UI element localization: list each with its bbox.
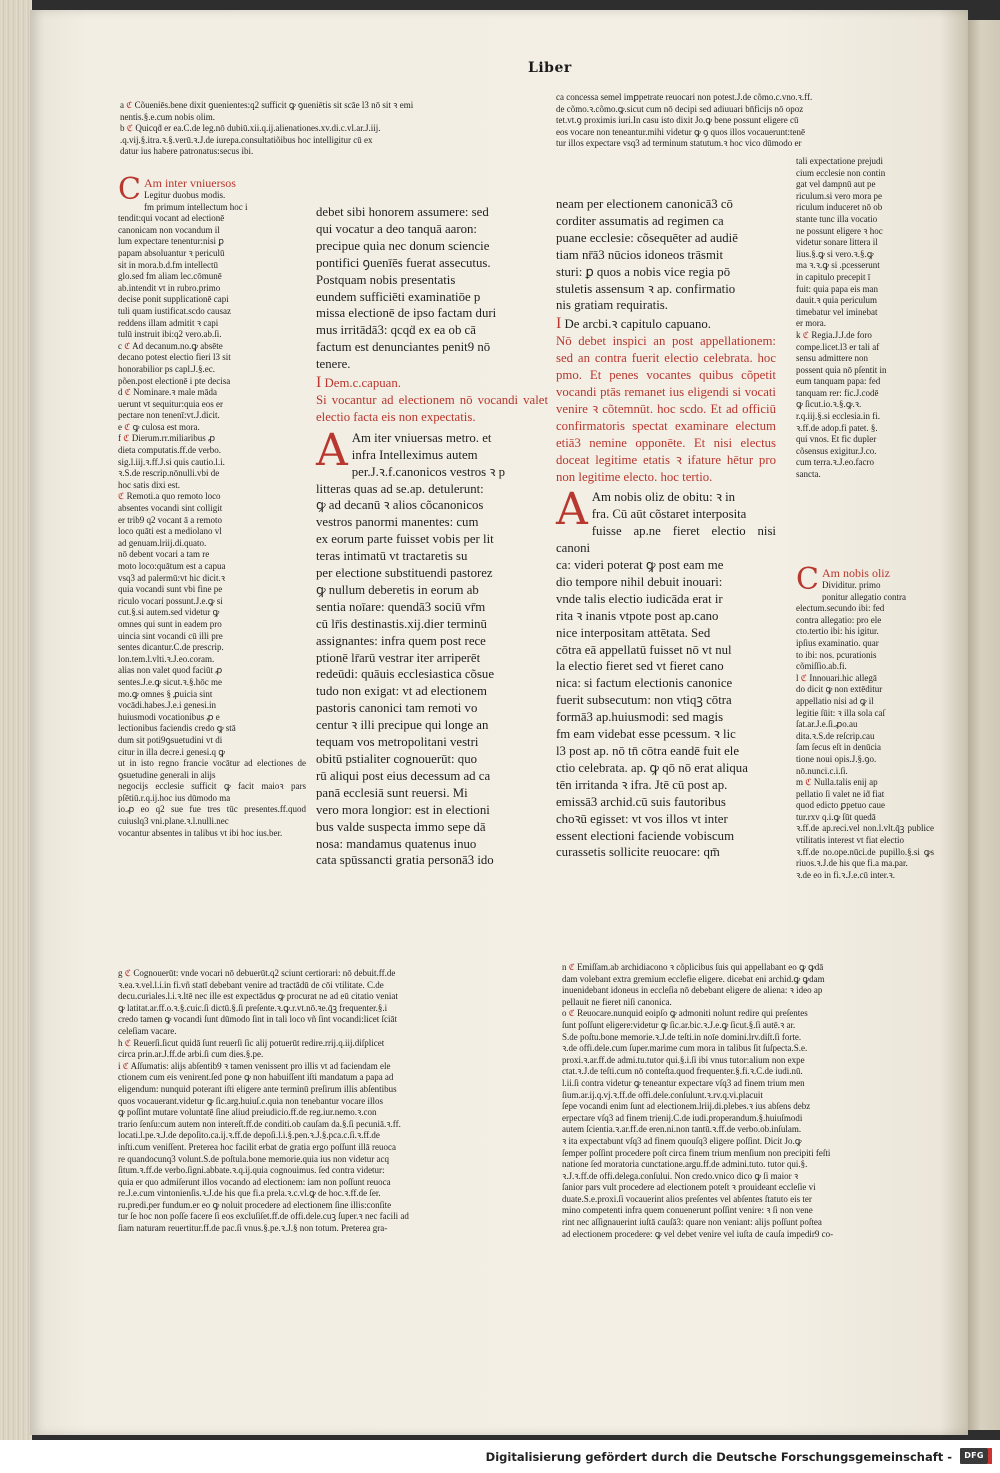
col3-text-b-line: rita ꝛ inanis vtpote post ap.cano <box>556 608 719 623</box>
col1-gloss-line: dum sit poti9ꝯsuetudini vt di <box>118 734 223 745</box>
column-2-rubric-head: I Dem.c.capuan. <box>316 374 401 392</box>
col4-gloss-b-line: appellatio nisi ad ꝙ il <box>796 695 874 706</box>
bottom-gloss-right-line: ꝛ.J.ꝛ.ff.de offi.delega.conſului. Non credo.vnico dico ꝙ ſi maior ꝛ <box>562 1170 799 1181</box>
col2-text-b-line: ptionē lr̄arū vestrar iter arriperēt <box>316 650 481 665</box>
col2-text-b-line: sentia noīare: quendā3 sociū vr̄m <box>316 599 486 614</box>
col1-gloss-line: er trib9 q2 vocant ā a remoto <box>118 514 222 525</box>
col4-gloss-line: tali expectatione prejudi <box>796 156 883 166</box>
top-gloss-right-line: tur illos expectare vsq3 ad terminum statutum.ꝛ hoc vico dūmodo er <box>556 138 802 149</box>
bottom-gloss-left-line: trario ſenſu:cum autem non intereſt.ff.de conditi.ob cauſam da.§.ſi pecuniā.ꝛ.ff. <box>118 1118 401 1129</box>
col3-text-b-line: fuerit subsecutum: non vtiqꝫ cōtra <box>556 693 732 708</box>
col1-gloss-line: hoc satis dixi est. <box>118 479 180 490</box>
col4-gloss-b-line: ꝛ.de eo in fi.ꝛ.J.e.cū inter.ꝛ. <box>796 869 896 880</box>
col1-gloss-line: tendit:qui vocant ad electionē <box>118 213 225 224</box>
col4-gloss-line: videtur sonare littera il <box>796 237 878 248</box>
bottom-gloss-left-line: ru.predi.per fundum.er eo ꝙ noluit procedere ad electionem ſine illis:conſite <box>118 1199 392 1210</box>
col1-gloss-line: decano potest electio fieri l3 sit <box>118 352 231 363</box>
col4-gloss-line: er mora. <box>796 318 826 329</box>
col4-gloss-b-line: ſat.ar.J.e.ſi.ꝓo.au <box>796 719 858 730</box>
bottom-gloss-right-line: ſanior pars vult procedere ad electionem poteſt ꝛ prouideant eccleſie vi <box>562 1182 816 1193</box>
col3-text-a-line: puane ecclesie: cõsequēter ad audiē <box>556 230 738 245</box>
col1-gloss-line: omnes qui sunt in eadem pro <box>118 618 222 629</box>
col1-gloss-line: põen.post electionē i pte decisa <box>118 375 231 386</box>
col2-text-b-line: litteras quas ad se.ap. detulerunt: <box>316 481 484 496</box>
bottom-gloss-left-line: ꝙ latitat.ar.ff.o.ꝛ.§.cuic.ſi dictū.§.ſi preſente.ꝛ.ꝙ.r.vt.nō.ꝛe.q̄ꝫ frequenter.§.i <box>118 1002 388 1013</box>
footer-bar <box>0 1440 1000 1473</box>
dfg-logo: DFG <box>960 1448 988 1464</box>
col1-gloss-line: uincia sint vocandi cū illi pre <box>118 630 223 641</box>
top-gloss-right-line: eos vocare non teneantur.mihi videtur ꝙ ꝯ quos illos vocauerunt:tenē <box>556 126 805 137</box>
bottom-gloss-right-line: natione ſed moratoria cunctatione.argu.ff.de admini.tuto. tutor qui.§. <box>562 1159 808 1170</box>
col4-gloss-b-line: tur.rxv q.i.ꝙ ſūt quedā <box>796 811 876 822</box>
col3-text-b-line: fm eam videbat esse pcessum. ꝛ lic <box>556 727 736 742</box>
col2-text-b-line: cata spūssancti gratia personā3 ido <box>316 853 494 868</box>
top-gloss-left-line: a ℭ Cõueniēs.bene dixit ꝯuenientes:q2 sufficit ꝙ ꝯueniētis sit scāe l3 nō sit ꝛ emi <box>120 100 414 110</box>
bottom-gloss-left-line: ꝛ.ea.ꝛ.vel.l.i.in fi.vñ statī debebant venire ad tractādū de cōi vtilitate. C.de <box>118 979 384 990</box>
column-4-gloss-lines <box>796 156 934 481</box>
bottom-gloss-left-line: ctionem cum eis venirent.ſed pone ꝙ non habuiſſent iſti mandatum a papa ad <box>118 1072 394 1083</box>
col1-gloss-line: cut.§.si autem.sed videtur ꝙ <box>118 607 220 618</box>
col4-gloss-b-line: to ibi: nos. pcurationis <box>796 649 877 660</box>
col2-text-b-line: Am iter vniuersas metro. et <box>351 430 492 445</box>
col1-gloss-line: vocādi.habes.J.e.i genesi.in <box>118 700 216 711</box>
col4-gloss-line: lius.§.ꝙ si vero.ꝛ.§.ꝙ <box>796 248 874 259</box>
column-4-gloss-b-lines <box>796 580 934 881</box>
top-gloss-left-line: nentis.§.e.cum nobis olim. <box>120 111 215 122</box>
col4-gloss-line: sancta. <box>796 469 821 480</box>
col2-text-b-line: per.J.ꝛ.f.canonicos vestros ꝛ p <box>351 464 506 479</box>
col1-gloss-line: honorabilior ps capl.J.§.ec. <box>118 363 215 374</box>
col2-text-b-line: ꝙ nullum deberetis in eorum ab <box>316 582 479 597</box>
col1-gloss-line: sit in mora.b.d.fm intellectū <box>118 259 218 270</box>
column-3-text-a <box>556 196 776 314</box>
column-2-text-b <box>316 430 548 870</box>
col2-text-a-line: Postquam nobis presentatis <box>316 272 456 287</box>
col3-text-a-line: tiam nr̄ā3 nūcios idoneos trāsmit <box>556 247 724 262</box>
col1-gloss-line: lectionibus faciendis credo ꝙ stā <box>118 723 236 734</box>
col2-text-b-line: assignantes: infra quem post rece <box>316 633 486 648</box>
bottom-gloss-left-line: credo tamen ꝙ vocandi ſunt dūmodo ſint in tali loco vñ ſint vocandi:licet ſciāt <box>118 1014 397 1025</box>
col4-gloss-b-line: ſam ſecus eſt in denūcia <box>796 742 881 753</box>
col1-gloss-line: fm primum intellectum hoc i <box>143 201 248 212</box>
col2-text-a-line: debet sibi honorem assumere: sed <box>316 205 489 219</box>
col4-gloss-line: ꝛ.ff.de adop.fi patet. §. <box>796 422 878 433</box>
col3-text-b-line: dio tempore nihil debuit inouari: <box>556 574 723 589</box>
col1-gloss-line: e ℭ ꝙ culosa est mora. <box>118 421 200 432</box>
bottom-gloss-left-line: re quandocunq3 volunt.S.de poſtula.bone memorie.quia ius non videtur acq <box>118 1153 389 1164</box>
bottom-gloss-left-line: h ℭ Reuerſi.ſicut quidā ſunt reuerſi ſic alij potuerūt redire.rrij.q.iij.diſplicet <box>118 1037 385 1048</box>
top-gloss-right-line: ca concessa semel imꝑpetrate reuocari non potest.J.de cõmo.c.vno.ꝛ.ff. <box>556 92 813 102</box>
col2-text-b-line: pastoris canonici tam remoti vo <box>316 701 478 716</box>
col1-gloss-line: citur in illa decre.i genesi.q ꝙ <box>118 746 225 757</box>
column-1-gloss-lines <box>118 190 306 839</box>
bottom-gloss-left-line: eligendum: nunquid poterant iſti eligere ante terminū preſirum illis abſentibus <box>118 1083 397 1094</box>
bottom-gloss-right-line: inuenidebant idoneus in eccleſia nō debebant eligere de aliena: ꝛ ideo ap <box>562 985 823 996</box>
col4-gloss-line: cium ecclesie non contin <box>796 167 886 178</box>
col2-text-b-line: centur ꝛ illi precipue qui longe an <box>316 718 489 733</box>
col4-gloss-b-line: electum.secundo ibi: fed <box>796 603 885 614</box>
col4-gloss-line: eum tanquam papa: fed <box>796 376 881 387</box>
bottom-gloss-left-line: ſiam naturam reuertitur.ff.de pac.ſi vnus.§.pe.ꝛ.J.§ non totum. Preterea gra- <box>118 1223 388 1234</box>
running-title: Liber <box>528 60 572 76</box>
col1-gloss-line: moto loco:quātum est a capua <box>118 561 226 571</box>
col4-gloss-line: dauit.ꝛ quia periculum <box>796 295 877 306</box>
col1-gloss-line: uerunt vt sequitur:quia eos er <box>118 398 223 409</box>
col1-gloss-line: papam absoluantur ꝛ periculū <box>118 247 225 258</box>
col1-gloss-line: vocantur absentes in talibus vt ibi hoc ius.ber. <box>118 827 283 838</box>
col3-text-b-line: l3 post ap. nō tn̄ cōtra eandē fuit ele <box>556 744 740 758</box>
bottom-gloss-right-line: ſunt poſſunt eligere:videtur ꝙ ſic.ar.bic.ꝛ.J.e.ꝙ ſicut.§.ſi autē.ꝛ ar. <box>562 1019 796 1030</box>
col4-gloss-b-line: tione noui opis.J.§.ꝯo. <box>796 753 877 764</box>
col4-gloss-line: sensu admittere non <box>796 353 868 364</box>
col2-text-b-line: rū aliqui post eius decessum ad ca <box>316 768 491 783</box>
col2-text-a-line: tenere. <box>316 357 351 372</box>
col1-gloss-line: tulū instruit ibi:q2 vero.ab.ſi. <box>118 329 222 340</box>
bottom-gloss-left-line: locati.l.pe.ꝛ.J.de depoſito.ca.ij.ꝛ.ff.de depoſi.l.i.§.pen.ꝛ.J.§.pca.c.ſi.ꝛ.ff.de <box>118 1130 380 1141</box>
col4-gloss-b-line: dita.ꝛ.S.de reſcrip.cau <box>796 730 875 741</box>
col2-text-b-line: infra Intelleximus autem <box>351 447 478 462</box>
column-4-gloss <box>796 156 934 566</box>
col3-text-b-line: tēn irritanda ꝛ ifra. Jtē cū post ap. <box>556 777 728 792</box>
col2-text-b-line: teras intimatū vt tractaretis su <box>316 549 468 564</box>
bottom-gloss-left-line: decu.curiales.l.i.ꝛ.ltē nec ille est expectādus ꝙ procurat ne ad eū citatio veniat <box>118 991 398 1002</box>
col3-text-b-line: ctio celebrata. ap. ꝙ qō nō erat aliqua <box>556 760 748 775</box>
col4-gloss-line: riculum induceret nō ob <box>796 202 883 213</box>
col1-gloss-line: nō debent vocari a tam re <box>118 549 210 560</box>
bottom-gloss-right-line: ſepe vocandi enim ſunt ad electionem.lriij.di.plebes.ꝛ ius abſens debz <box>562 1101 811 1112</box>
col1-gloss-line: f ℭ Dierum.rr.miliaribus ꝓ <box>118 433 216 444</box>
col4-gloss-line: ne possunt eligere ꝛ hoc <box>796 225 883 236</box>
col3-text-b-line: la electio fieret sed vt fieret cano <box>556 659 724 674</box>
col1-gloss-line: lon.tem.l.vlti.ꝛ.J.eo.coram. <box>118 653 215 664</box>
column-3-text-b <box>556 489 776 861</box>
bottom-gloss-left <box>118 968 554 1328</box>
bottom-gloss-left-line: celeſiam vacare. <box>118 1025 177 1036</box>
col2-text-a-line: qui vocatur a deo tanquā aaron: <box>316 221 477 236</box>
col4-gloss-b-line: ꝛ.ff.de no.ope.nūci.de pupillo.§.si ꝙs riuos.ꝛ.J.de his que fi.a ma.par. <box>796 846 934 869</box>
col4-gloss-b-line: legitie ſūit: ꝛ illa sola caſ <box>796 707 885 718</box>
column-3-text: neam per electionem canonicā3 cō corditer assumatis ad regimen ca puane ecclesie: cõsequēter ad audiē tiam nr̄ā3 nūcios idoneos trāsmit sturi: ꝑ quos a nobis vice regia pō stuletis assensum ꝛ ap. confirmatio nis gratiam requiratis. I De arcbi.ꝛ capitulo capuano. Nō debet inspici an post appellationem: sed an contra fuerit electio celebrata. hoc pmo. Et penes vocantes quibus cõpetit vocandi ptās remanet ius eligendi si vocati venire ꝛ cõtemnūt. hoc scdo. Et ad officiū confirmatoris spectat examinare electum etiā3 nemine opponēte. Et nisi electus doceat legitime etatis ꝛ ifature hētur pro non legitime electo. hoc tertio. A Am nobis oliz de obitu: ꝛ in fra. Cū aūt cõstaret interposita fuisse ap.ne fieret electio nisi canoni ca: videri poterat ꝙ post eam me dio tempore nihil debuit inouari: vnde talis electio iudicāda erat ir rita ꝛ inanis vtpote post ap.cano nice interpositam attētata. Sed cōtra eā appellatū fuisset nō vt nul la electio fieret sed vt fieret cano nica: si factum electionis canonice fuerit subsecutum: non vtiqꝫ cōtra formā3 ap.huiusmodi: sed magis fm eam videbat esse pcessum. ꝛ lic l3 post ap. nō tn̄ cōtra eandē fuit ele ctio celebrata. ap. ꝙ qō nō erat aliqua tēn irritanda ꝛ ifra. Jtē cū post ap. emissā3 archid.cū suis fautoribus choꝛū egisset: vt vos illos vt inter essent electioni faciende vobiscum curassetis sollicite reuocare: qm̄ <box>556 197 776 860</box>
col2-text-a-line: missa electionē de ipso factam duri <box>316 306 497 321</box>
col3-text-b-line: nice interpositam attētata. Sed <box>556 625 711 640</box>
column-2-rubric: Si vocantur ad electionem nō vocandi valet electio facta eis non expectatis. <box>316 392 548 424</box>
col4-gloss-b-line: ponitur allegatio contra <box>821 591 906 602</box>
col4-gloss-line: cum terra.ꝛ.J.eo.facro <box>796 457 874 468</box>
col2-text-b-line: nosa: mandamus quatenus inuo <box>316 836 477 851</box>
col4-gloss-b-line: ꝛ.ff.de ap.reci.vel non.l.vlt.q̄ꝫ publice vtilitatis interest vt fiat electio <box>796 823 934 846</box>
column-2-text: debet sibi honorem assumere: sed qui vocatur a deo tanquā aaron: precipue quia nec donum sciencie pontifici ꝯuenīēs fuerat assecutus. Postquam nobis presentatis eundem sufficiēti examinatiōe p missa electionē de ipso factam duri mus irritādā3: qcqḋ ex ea ob cā factum est denunciantes penit9 nō tenere. I Dem.c.capuan. Si vocantur ad electionem nō vocandi valet electio facta eis non expectatis. A Am iter vniuersas metro. et infra Intelleximus autem per.J.ꝛ.f.canonicos vestros ꝛ p litteras quas ad se.ap. detulerunt: ꝙ ad decanū ꝛ alios cõcanonicos vestros panormi manentes: cum ex eorum parte fuisset vobis per lit teras intimatū vt tractaretis su per electione substituendi pastorez ꝙ nullum deberetis in eorum ab sentia noīare: quendā3 sociū vr̄m cū lr̄is destinastis.xij.dier terminū assignantes: infra quem post rece ptionē lr̄arū vestrar iter arriperēt redeūdi: quāuis ecclesiastica cõsue tudo non exigat: vt ad electionem pastoris canonici tam remoti vo centur ꝛ illi precipue qui longe an tequam vos metropolitani vestri obitū pstialiter cognouerūt: quo rū aliqui post eius decessum ad ca panā ecclesiā sunt reuersi. Mi vero mora longior: est in electioni bus valde suspecta immo sepe dā nosa: mandamus quatenus inuo cata spūssancti gratia personā3 ido <box>316 205 548 868</box>
col4-gloss-b-line: quod edicto ꝑpetuo caue <box>796 800 885 811</box>
col4-gloss-line: stante tunc illa vocatio <box>796 213 878 224</box>
col2-text-a-line: precipue quia nec donum sciencie <box>316 238 490 253</box>
column-4-gloss-b <box>796 562 934 946</box>
col3-text-b-line: choꝛū egisset: vt vos illos vt inter <box>556 811 728 826</box>
col3-text-b-line: formā3 ap.huiusmodi: sed magis <box>556 710 724 725</box>
bottom-gloss-right-line: duate.S.e.proxi.ſi vocauerint alios preſentes vel abſentes ſtatuto eis ter <box>562 1193 812 1204</box>
col4-gloss-line: qui vnos. Et fic dupler <box>796 434 877 445</box>
bottom-gloss-right-line: dam volebant extra gremium ecclefie eligere. dicebat eni archid.ꝙ ꝙdam <box>562 973 825 984</box>
top-gloss-left-line: .q.vij.§.itra.ꝛ.§.verū.ꝛ.J.de iurepa.consultatiõibus hoc intelligitur cū ex <box>120 134 373 145</box>
col2-text-a-line: eundem sufficiēti examinatiōe p <box>316 289 481 304</box>
col2-text-a-line: factum est denunciantes penit9 nō <box>316 340 491 355</box>
col2-text-b-line: cū lr̄is destinastis.xij.dier terminū <box>316 616 487 631</box>
col2-text-b-line: vero mora longior: est in electioni <box>316 802 490 817</box>
col4-gloss-b-line: nō.nunci.c.i.ſi. <box>796 765 848 776</box>
bottom-gloss-right-line: ctat.ꝛ.J.de teſti.cum nō conteſta.quod frequenter.§.fi.ꝛ.C.de iudi.nū. <box>562 1066 803 1077</box>
bottom-gloss-right-line: erpectare vſq3 ad finem trienij.C.de iudi.properandum.§.huiuſmodi <box>562 1112 803 1123</box>
bottom-gloss-left-line: quos vocauerant.videtur ꝙ ſic.arg.huiuſ.c.quia non tenebantur vocare illos <box>118 1095 384 1106</box>
col3-text-b-line: vnde talis electio iudicāda erat ir <box>556 591 723 606</box>
col1-gloss-line: huiusmodi vocationibus ꝓ e <box>118 711 220 722</box>
bottom-gloss-left-line: quia er quo admiſerunt illos vocando ad electionem: iam non poſſunt reuoca <box>118 1176 391 1187</box>
col1-gloss-line: sentes dicantur.C.de prescrip. <box>118 642 224 653</box>
bottom-gloss-left-line: i ℭ Aſſumatis: alijs abſentib9 ꝛ tamen venissent pro illis vt ad faciendam ele <box>118 1060 391 1071</box>
col1-gloss-line: ad genuam.lriij.di.quato. <box>118 537 207 548</box>
bottom-gloss-right-line: S.de poſtu.bone memorie.ꝛ.J.de teſti.in noīe domini.lrv.diſt.ſi forte. <box>562 1031 802 1042</box>
col1-gloss-line: canonicam non vocandum il <box>118 224 220 235</box>
top-gloss-right-line: tet.vt.ꝯ proximis iuri.In casu isto dixit Jo.ꝙ bene possunt eligere cū <box>556 115 799 126</box>
bottom-gloss-right-line: mino competenti infra quem conuenerunt poſſint venire: ꝛ ſi non vene <box>562 1205 813 1216</box>
column-3-rubric: Nō debet inspici an post appellationem: sed an contra fuerit electio celebrata. hoc pmo. Et penes vocantes quibus cõpetit vocandi ptās remanet ius eligendi si vocati venire ꝛ cõtemnūt. hoc scdo. Et ad officiū confirmatoris spectat examinare electum etiā3 nemine opponēte. Et nisi electus doceat legitime etatis ꝛ ifature hētur pro non legitime electo. hoc tertio. <box>556 334 776 484</box>
column-3-rubric-head: I De arcbi.ꝛ capitulo capuano. <box>556 315 711 333</box>
col3-text-b-line: ca: videri poterat ꝙ post eam me <box>556 558 724 573</box>
col4-gloss-b-line: cõmiſſio.ab.fi. <box>796 661 847 672</box>
col4-gloss-line: in capitulo precepit ī <box>796 271 871 282</box>
col1-gloss-line: Legitur duobus modis. <box>143 190 226 200</box>
col3-text-a-line: nis gratiam requiratis. <box>556 298 668 313</box>
col3-text-b-line: curassetis sollicite reuocare: qm̄ <box>556 845 720 860</box>
col1-gloss-line: negocijs ecclesie sufficit ꝙ facit maioꝛ pars pſētiū.r.q.ij.hoc ius dūmodo ma <box>118 781 306 803</box>
funding-credit: Digitalisierung gefördert durch die Deutsche Forschungsgemeinschaft - <box>485 1450 952 1464</box>
bottom-gloss-right-line: pellauit ne fieret niſi canonica. <box>562 996 672 1007</box>
col3-text-b-line: emissā3 archid.cū suis fautoribus <box>556 794 726 809</box>
col2-text-b-line: per electione substituendi pastorez <box>316 566 493 581</box>
bottom-gloss-right-line: rint nec aſſignauerint iuſtā cauſā3: quare non veniant: alijs poſſunt poſtea <box>562 1217 822 1228</box>
bottom-gloss-right-line: ſium.ar.ij.q.vj.ꝛ.ff.de offi.dele.conſulunt.ꝛ.rv.q.vi.placuit <box>562 1089 763 1100</box>
col3-text-b-line: Am nobis oliz de obitu: ꝛ in <box>591 490 736 505</box>
bottom-gloss-right-line: ad electionem procedere: ꝙ vel debet venire vel iuſta de cauſa impedir9 co- <box>562 1228 834 1239</box>
col2-text-b-line: vestros panormi manentes: cum <box>316 515 479 530</box>
column-1-gloss-head: C Am inter vniuersos <box>118 172 236 207</box>
col4-gloss-line: fuit: quia papa eis man <box>796 283 878 294</box>
col1-gloss-line: absentes vocandi sint colligit <box>118 503 223 514</box>
col3-text-a-line: sturi: ꝑ quos a nobis vice regia pō <box>556 264 731 279</box>
col1-gloss-line: d ℭ Nominare.ꝛ male māda <box>118 387 218 398</box>
col2-text-a-line: pontifici ꝯuenīēs fuerat assecutus. <box>316 255 491 270</box>
col3-text-b-line: fuisse ap.ne fieret electio nisi canoni <box>556 524 776 556</box>
bottom-gloss-right-line: autem ſcientia.ꝛ.ar.ff.de eren.ni.non tantū.ꝛ.ff.de verbo.ob.inſulam. <box>562 1124 802 1135</box>
col2-text-b-line: redeūdi: quāuis ecclesiastica cõsue <box>316 667 495 682</box>
col4-gloss-line: compe.licet.l3 er tali af <box>796 341 880 352</box>
col4-gloss-line: timebatur vel iminebat <box>796 306 878 317</box>
col2-text-b-line: panā ecclesiā sunt reuersi. Mi <box>316 785 468 800</box>
bottom-gloss-left-line: re.J.e.cum vintonienſis.ꝛ.J.de his que fi.a prela.ꝛ.c.vl.ꝙ de hoc.ꝛ.ff.de ſer. <box>118 1188 381 1199</box>
col2-text-b-line: bus valde suspecta immo sepe dā <box>316 819 486 834</box>
col1-gloss-line: mo.ꝙ omnes § ꝓuicia sint <box>118 688 213 699</box>
col4-gloss-b-line: do dicit ꝙ non extēditur <box>796 684 883 695</box>
column-1-gloss-wide <box>118 910 558 970</box>
col1-gloss-line: ab.intendit vt in rubro.primo <box>118 282 221 293</box>
col2-text-b-line: ex eorum parte fuisset vobis per lit <box>316 532 494 547</box>
col4-gloss-line: ma ꝛ.ꝛ.ꝙ si .pcesserunt <box>796 260 880 271</box>
col1-gloss-line: riculo vocari possunt.J.e.ꝙ si <box>118 595 223 606</box>
col1-gloss-line: dieta computatis.ff.de verbo. <box>118 445 222 456</box>
col4-gloss-line: cõsensus exigitur.J.co. <box>796 445 877 456</box>
col2-text-b-line: tudo non exigat: vt ad electionem <box>316 684 487 699</box>
bottom-gloss-left-line: tur ſe hoc non poſſe facere ſi eos excluſiſet.ff.de offi.dele.cuꝫ ſuper.ꝛ nec facili ad <box>118 1211 409 1222</box>
col4-gloss-b-line: l ℭ Innouari.hic allegā <box>796 672 877 683</box>
col4-gloss-line: gat vel dampnū aut pe <box>796 179 876 190</box>
top-gloss-left <box>120 100 540 164</box>
col4-gloss-line: tanquam rer: fic.J.codē <box>796 387 879 398</box>
page-stack-edge <box>0 0 32 1440</box>
col2-text-b-line: tequam vos metropolitani vestri <box>316 735 479 750</box>
bottom-gloss-right-line: o ℭ Reuocare.nunquid eoipſo ꝙ admoniti nolunt redire qui preſentes <box>562 1008 808 1019</box>
bottom-gloss-left-line: ꝙ poſſint mutare voluntatē ſine aliud preiudicio.ff.de reg.iur.nemo.ꝛ.con <box>118 1107 377 1118</box>
col2-text-b-line: obitū pstialiter cognouerūt: quo <box>316 752 477 766</box>
bottom-gloss-right-line: ꝛ ita expectabunt vſq3 ad finem quouſq3 eligere poſſint. Dicit Jo.ꝙ <box>562 1135 802 1146</box>
col4-gloss-b-line: Dividitur. primo <box>821 580 881 590</box>
col1-gloss-line: c ℭ Ad decanum.no.ꝙ absēte <box>118 340 223 351</box>
bottom-gloss-right-line: n ℭ Emiſſam.ab archidiacono ꝛ cõplicibus ſuis qui appellabant eo ꝙ ꝙdā <box>562 962 824 972</box>
col2-text-a-line: mus irritādā3: qcqḋ ex ea ob cā <box>316 323 476 338</box>
bottom-gloss-left-line: ſitum.ꝛ.ff.de verbo.ſigni.abbate.ꝛ.q.ij.quia cognouimus. ſed contra videtur: <box>118 1165 385 1176</box>
col1-gloss-line: sentes.J.e.ꝙ sicut.ꝛ.§.hōc me <box>118 676 223 687</box>
bottom-gloss-right <box>562 962 934 1292</box>
bottom-gloss-right-line: ſemper poſſint procedere poſt circa finem trium menſium non precipiti feſti <box>562 1147 831 1158</box>
col3-text-b-line: nica: si factum electionis canonice <box>556 676 733 691</box>
col3-text-b-line: cōtra eā appellatū fuisset nō vt nul <box>556 642 732 657</box>
col1-gloss-line: ℭ Remoti.a quo remoto loco <box>118 491 221 502</box>
col4-gloss-b-line: m ℭ Nulla.talis enij ap <box>796 777 878 788</box>
col3-text-b-line: fra. Cū aūt cõstaret interposita <box>591 507 747 522</box>
bottom-gloss-right-line: proxi.ꝛ.ar.ff.de admi.tu.tutor qui.§.i.ſi ibi vnus tutor:alium non expe <box>562 1054 805 1065</box>
col1-gloss-line: glo.sed fm aliam lec.cōmunē <box>118 271 222 282</box>
top-gloss-left-line: datur ius habere patronatus:secus ibi. <box>120 146 254 157</box>
col4-gloss-b-line: cto.tertio ibi: his igitur. <box>796 626 879 637</box>
col4-gloss-b-line: ipſius examinatio. quar <box>796 637 879 648</box>
col1-gloss-line: reddens illam admitit ꝛ capi <box>118 317 219 328</box>
col1-gloss-line: vsq3 ad palermū:vt hic dicit.ꝛ <box>118 572 225 583</box>
top-gloss-left-line: b ℭ Quicqḋ er ea.C.de leg.nō dubiū.xii.q.ij.alienationes.xv.di.c.vl.ar.J.iij. <box>120 123 381 134</box>
col1-gloss-line: loco quāti est a mediolano vl <box>118 526 222 537</box>
col1-gloss-line: ut in isto regno francie vocātur ad electiones de ꝯsuetudine generali in alijs <box>118 758 306 780</box>
column-2-text-a <box>316 204 548 373</box>
col2-text-b-line: ꝙ ad decanū ꝛ alios cõcanonicos <box>316 498 484 513</box>
col4-gloss-b-line: contra allegatio: pro ele <box>796 614 882 625</box>
bottom-gloss-left-line: circa prin.ar.J.ff.de arbi.ſi cum dies.§.pe. <box>118 1049 264 1060</box>
col3-text-b-line: essent electioni faciende vobiscum <box>556 828 735 843</box>
col1-gloss-line: io.ꝓ eo q2 sue fue tres tūc presentes.ff.quod cuiuslq3 vni.plane.ꝛ.l.nulli.nec <box>118 804 306 827</box>
bottom-gloss-right-line: ꝛ.de offi.dele.cum ſuper.marime cum mora in talibus ſit ſuſpecta.S.e. <box>562 1043 808 1054</box>
col3-text-a-line: neam per electionem canonicā3 cō <box>556 197 733 211</box>
col1-gloss-line: quia vocandi sunt vbi fine pe <box>118 584 223 595</box>
col1-gloss-line: alias non valet quod faciūt ꝓ <box>118 665 223 676</box>
column-1-gloss <box>118 172 306 838</box>
bottom-gloss-left-line: g ℭ Cognouerūt: vnde vocari nō debuerūt.q2 sciunt certiorari: nō debuit.ff.de <box>118 968 396 978</box>
col4-gloss-line: r.q.iij.§.si ecclesia.in fi. <box>796 411 880 422</box>
col1-gloss-line: lum expectare tenentur:nisi ꝑ <box>118 236 224 247</box>
col3-text-a-line: stuletis assensum ꝛ ap. confirmatio <box>556 281 736 296</box>
col4-gloss-line: k ℭ Regia.J.J.de foro <box>796 329 872 340</box>
top-gloss-right <box>556 92 926 156</box>
bottom-gloss-right-line: l.ii.ſi contra videtur ꝙ teneantur expectare vſq3 ad finem trium men <box>562 1077 805 1088</box>
column-4-gloss-head: C Am nobis oliz <box>796 562 890 597</box>
top-gloss-right-line: de cõmo.ꝛ.cõmo.ꝙ.sicut cum nō decipi sed adiuuari bn̄ficijs nō opoz <box>556 103 804 114</box>
adjacent-page-edge <box>968 20 1000 1430</box>
bottom-gloss-left-line: inſti.cum veniſſent. Preterea hoc facilit erbat de gratia ergo poſſunt illā reuoca <box>118 1141 396 1152</box>
col1-gloss-line: decise ponit supplicationē capi <box>118 294 229 305</box>
col1-gloss-line: pectare non tenenī:vt.J.dicit. <box>118 410 220 421</box>
col1-gloss-line: tuli quam iustificat.scdo causaz <box>118 305 231 316</box>
col3-text-a-line: corditer assumatis ad regimen ca <box>556 213 724 228</box>
col1-gloss-line: ꝛ.S.de rescrip.nōnulli.vbi de <box>118 468 220 479</box>
col4-gloss-line: ꝙ ſicut.io.ꝛ.§.ꝙ.ꝛ. <box>796 399 862 410</box>
col4-gloss-line: riculum.si vero mora pe <box>796 190 882 201</box>
col4-gloss-b-line: pellatio ſi valet ne iḋ fiat <box>796 788 885 799</box>
col1-gloss-line: sig.l.iij.ꝛ.ff.J.si quis cautio.l.i. <box>118 456 225 467</box>
col4-gloss-line: possent quia nō pſentit in <box>796 364 887 375</box>
